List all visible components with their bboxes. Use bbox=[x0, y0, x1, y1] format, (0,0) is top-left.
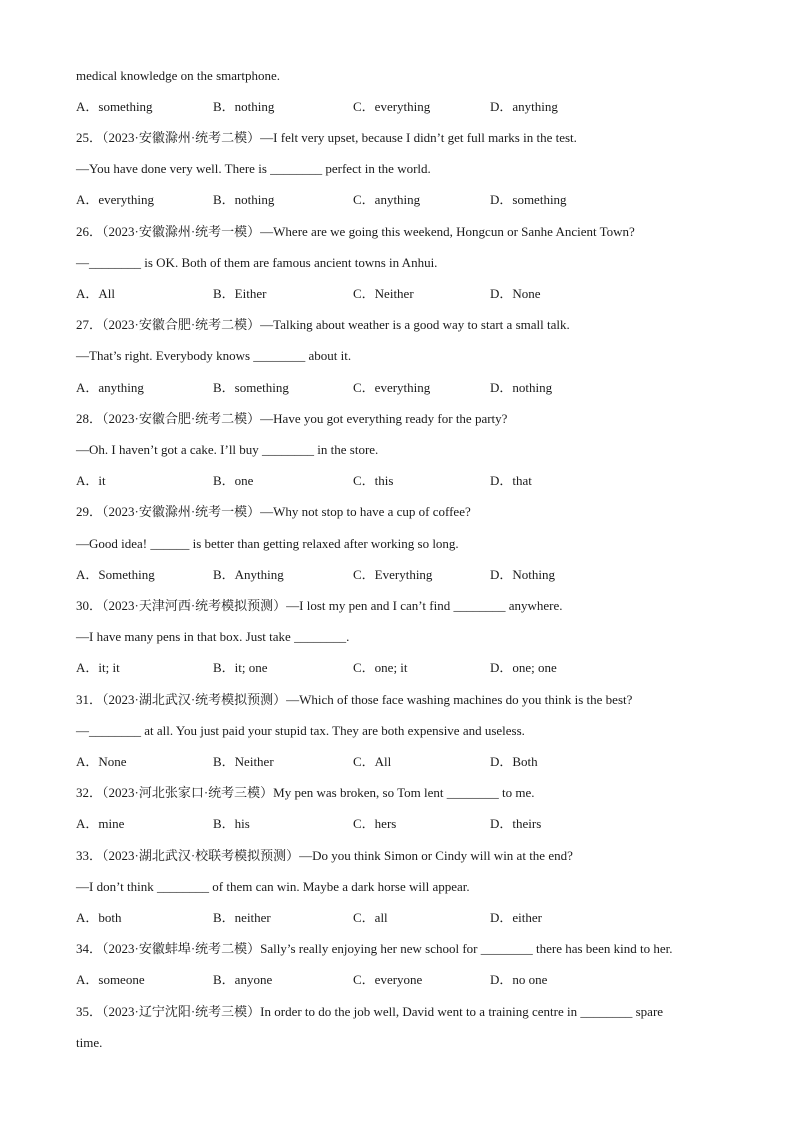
question-31-options bbox=[76, 754, 736, 770]
option-b: B．one bbox=[213, 473, 254, 488]
option-b: B．it; one bbox=[213, 660, 268, 675]
question-26-options bbox=[76, 286, 736, 302]
option-a: A．All bbox=[76, 286, 116, 301]
option-b: B．Anything bbox=[213, 567, 284, 582]
question-26-stem: 26．（2023·安徽滁州·统考一模）—Where are we going this weekend, Hongcun or Sanhe Ancient Town? bbox=[76, 224, 635, 239]
option-d: D．either bbox=[490, 910, 542, 925]
option-d: D．nothing bbox=[490, 380, 553, 395]
option-a: A．it bbox=[76, 473, 106, 488]
option-d: D．one; one bbox=[490, 660, 557, 675]
question-25-stem: 25．（2023·安徽滁州·统考二模）—I felt very upset, because I didn’t get full marks in the test. bbox=[76, 130, 577, 145]
question-33-reply: —I don’t think ________ of them can win. Maybe a dark horse will appear. bbox=[76, 879, 470, 894]
question-31-reply: —________ at all. You just paid your stupid tax. They are both expensive and useless. bbox=[76, 723, 525, 738]
option-a: A．it; it bbox=[76, 660, 120, 675]
option-d: D．anything bbox=[490, 99, 558, 114]
option-c: C．anything bbox=[353, 192, 421, 207]
question-24-stem-tail: medical knowledge on the smartphone. bbox=[76, 68, 280, 83]
question-29-reply: —Good idea! ______ is better than getting relaxed after working so long. bbox=[76, 536, 459, 551]
option-c: C．everything bbox=[353, 99, 431, 114]
option-b: B．his bbox=[213, 816, 250, 831]
question-31-stem: 31．（2023·湖北武汉·统考模拟预测）—Which of those face washing machines do you think is the best? bbox=[76, 692, 633, 707]
question-34-options bbox=[76, 972, 736, 988]
question-27-stem: 27．（2023·安徽合肥·统考二模）—Talking about weather is a good way to start a small talk. bbox=[76, 317, 570, 332]
option-a: A．someone bbox=[76, 972, 145, 987]
option-b: B．nothing bbox=[213, 99, 275, 114]
option-b: B．neither bbox=[213, 910, 271, 925]
option-a: A．Something bbox=[76, 567, 155, 582]
question-30-stem: 30．（2023·天津河西·统考模拟预测）—I lost my pen and I can’t find ________ anywhere. bbox=[76, 598, 563, 613]
question-30-options bbox=[76, 660, 736, 676]
question-32-options bbox=[76, 816, 736, 832]
option-c: C．Neither bbox=[353, 286, 414, 301]
option-c: C．everyone bbox=[353, 972, 423, 987]
option-c: C．all bbox=[353, 910, 388, 925]
option-a: A．anything bbox=[76, 380, 144, 395]
question-29-options bbox=[76, 567, 736, 583]
option-d: D．that bbox=[490, 473, 532, 488]
option-a: A．None bbox=[76, 754, 127, 769]
option-a: A．mine bbox=[76, 816, 125, 831]
question-34-stem: 34．（2023·安徽蚌埠·统考二模）Sally’s really enjoying her new school for ________ there has been kind to her. bbox=[76, 941, 673, 956]
question-33-stem: 33．（2023·湖北武汉·校联考模拟预测）—Do you think Simon or Cindy will win at the end? bbox=[76, 848, 573, 863]
question-28-stem: 28．（2023·安徽合肥·统考二模）—Have you got everything ready for the party? bbox=[76, 411, 508, 426]
option-d: D．something bbox=[490, 192, 567, 207]
question-30-reply: —I have many pens in that box. Just take ________. bbox=[76, 629, 350, 644]
option-d: D．Both bbox=[490, 754, 538, 769]
option-b: B．something bbox=[213, 380, 289, 395]
question-27-options bbox=[76, 380, 736, 396]
option-d: D．None bbox=[490, 286, 541, 301]
question-29-stem: 29．（2023·安徽滁州·统考一模）—Why not stop to have a cup of coffee? bbox=[76, 504, 471, 519]
option-d: D．theirs bbox=[490, 816, 542, 831]
option-b: B．nothing bbox=[213, 192, 275, 207]
option-b: B．Neither bbox=[213, 754, 274, 769]
question-25-options bbox=[76, 192, 736, 208]
option-b: B．anyone bbox=[213, 972, 273, 987]
question-32-stem: 32．（2023·河北张家口·统考三模）My pen was broken, so Tom lent ________ to me. bbox=[76, 785, 535, 800]
question-27-reply: —That’s right. Everybody knows ________ about it. bbox=[76, 348, 352, 363]
option-c: C．Everything bbox=[353, 567, 433, 582]
question-35-stem: 35．（2023·辽宁沈阳·统考三模）In order to do the job well, David went to a training centre in ________ spare bbox=[76, 1004, 664, 1019]
option-c: C．one; it bbox=[353, 660, 408, 675]
option-d: D．Nothing bbox=[490, 567, 556, 582]
option-c: C．this bbox=[353, 473, 394, 488]
option-b: B．Either bbox=[213, 286, 267, 301]
question-25-reply: —You have done very well. There is ________ perfect in the world. bbox=[76, 161, 431, 176]
question-26-reply: —________ is OK. Both of them are famous ancient towns in Anhui. bbox=[76, 255, 438, 270]
question-28-reply: —Oh. I haven’t got a cake. I’ll buy ________ in the store. bbox=[76, 442, 379, 457]
question-24-options bbox=[76, 99, 736, 115]
option-a: A．everything bbox=[76, 192, 154, 207]
question-28-options bbox=[76, 473, 736, 489]
option-a: A．both bbox=[76, 910, 122, 925]
question-35-stem-tail: time. bbox=[76, 1035, 103, 1050]
option-c: C．everything bbox=[353, 380, 431, 395]
option-c: C．All bbox=[353, 754, 392, 769]
option-a: A．something bbox=[76, 99, 153, 114]
option-d: D．no one bbox=[490, 972, 548, 987]
question-33-options bbox=[76, 910, 736, 926]
option-c: C．hers bbox=[353, 816, 397, 831]
